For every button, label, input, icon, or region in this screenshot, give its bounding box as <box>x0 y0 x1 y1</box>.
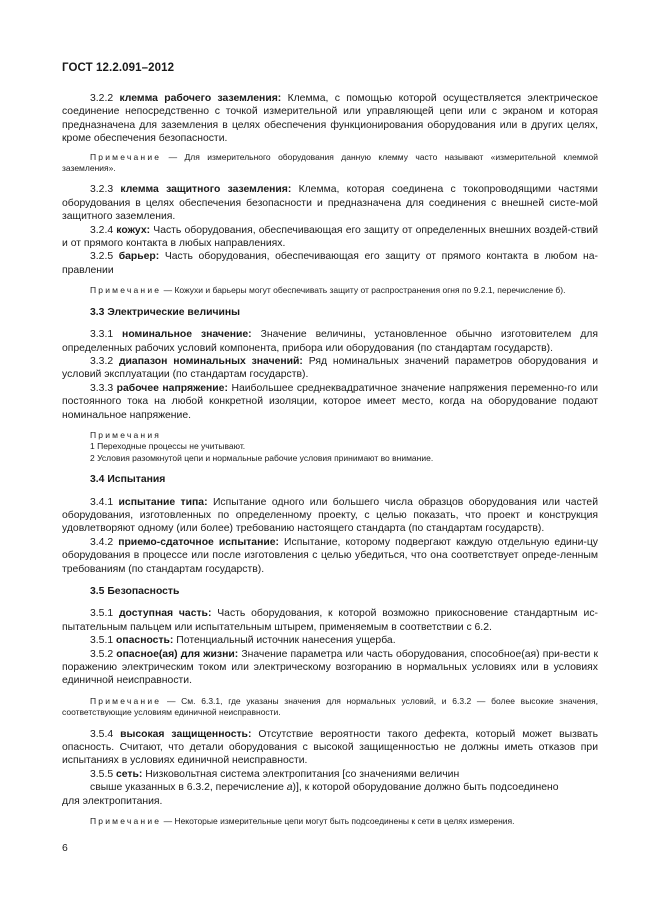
clause-term: доступная часть: <box>118 608 212 620</box>
clause-text: Испытание одного или большего числа образцов оборудования или частей оборудования, изготовленных по определенному проекту, с целью показать, что проект и конструкция удовлетворяют одному (или более) требованию настоящего стандарта (по стандартам государств). <box>62 496 598 535</box>
note-label: Примечание <box>90 695 162 706</box>
note-text: — Некоторые измерительные цепи могут быть подсоединены к сети в целях измерения. <box>163 816 515 827</box>
clause-text-italic: а <box>286 782 293 794</box>
clause-number: 3.5.1 <box>90 608 114 620</box>
clause-text: Наибольшее среднеквадратичное значение напряжения переменно-го или постоянного тока на любой конкретной изоляции, которое имеет место, когда на оборудование подают номинальное напряжение. <box>62 382 599 421</box>
note-text: — Кожухи и барьеры могут обеспечивать защиту от распространения огня по 9.2.1, перечисление б). <box>163 285 566 296</box>
clause-text: Значение величины, установленное обычно изготовителем для определенных рабочих условий компонента, прибора или оборудования (по стандартам государств). <box>62 329 598 354</box>
page-number: 6 <box>62 843 68 854</box>
note-text: — См. 6.3.1, где указаны значения для нормальных условий, и 6.3.2 — более высокие значения, соответствующие условиям единичной неисправности. <box>62 695 598 718</box>
clause-3-5-5 <box>62 768 598 781</box>
note-item-2: 2 Условия разомкнутой цепи и нормальные рабочие условия принимают во внимание. <box>90 452 434 463</box>
clause-3-5-1-accessible <box>62 607 598 634</box>
document-body <box>62 92 598 828</box>
clause-number: 3.5.5 <box>90 768 114 780</box>
clause-3-5-1-hazard <box>62 634 598 647</box>
clause-term: приемо-сдаточное испытание: <box>118 536 279 548</box>
clause-3-2-2 <box>62 92 598 146</box>
clause-term: рабочее напряжение: <box>116 382 228 394</box>
note-label: Примечание <box>90 816 162 827</box>
note-3-5-5 <box>62 816 598 827</box>
clause-term: клемма рабочего заземления: <box>119 93 282 104</box>
clause-3-5-5-continued <box>62 781 598 794</box>
clause-text: Низковольтная система электропитания [со значениями величин <box>145 768 460 780</box>
clause-term: кожух: <box>116 224 151 236</box>
note-label: Примечание <box>90 151 162 162</box>
clause-term: номинальное значение: <box>122 329 252 341</box>
clause-text: Часть оборудования, обеспечивающая его защиту от прямого контакта в любом на-правлении <box>62 251 598 276</box>
clause-3-2-3 <box>62 183 598 223</box>
clause-text: )], к которой оборудование должно быть подсоединено <box>292 782 559 794</box>
clause-text: Значение параметра или часть оборудования, способное(ая) при-вести к поражению электрическим током или электрическому возгоранию в нормальных условиях или в условиях единичной неисправности. <box>62 648 598 687</box>
clause-number: 3.2.2 <box>90 93 114 104</box>
clause-number: 3.4.1 <box>90 496 114 508</box>
section-heading-3-4: 3.4 Испытания <box>90 474 166 486</box>
clause-text: Ряд номинальных значений параметров оборудования и условий эксплуатации (по стандартам государств). <box>62 355 598 381</box>
clause-number: 3.3.3 <box>90 382 114 394</box>
clause-text: Клемма, с помощью которой осуществляется электрическое соединение непосредственно с точкой измерительной или управляющей цепи или с экраном и которая предназначена для заземления в целях обеспечения функционирования оборудования или в других целях, кроме обеспечения безопасности. <box>62 93 599 145</box>
clause-term: сеть: <box>116 768 143 780</box>
clause-number: 3.3.1 <box>90 329 114 341</box>
clause-number: 3.5.4 <box>90 728 114 740</box>
clause-text: Часть оборудования, обеспечивающая его защиту от определенных внешних воздей-ствий и от прямого контакта в любых направлениях. <box>62 224 599 250</box>
section-heading-3-5: 3.5 Безопасность <box>90 586 180 597</box>
clause-3-2-5 <box>62 250 598 277</box>
clause-term: высокая защищенность: <box>120 728 252 740</box>
clause-term: опасность: <box>116 635 174 647</box>
clause-number: 3.3.2 <box>90 355 114 367</box>
clause-text: Часть оборудования, к которой возможно прикосновение стандартным ис-пытательным пальцем или испытательным штырем, применяемым в соответствии с 6.2. <box>62 608 598 633</box>
note-3-5-2 <box>62 696 598 719</box>
clause-number: 3.5.2 <box>90 648 114 660</box>
clause-term: клемма защитного заземления: <box>120 184 292 196</box>
notes-label-3-3-3 <box>62 430 598 441</box>
clause-3-2-4 <box>62 224 598 251</box>
clause-number: 3.2.5 <box>90 251 114 263</box>
clause-text: свыше указанных в 6.3.2, перечисление <box>90 782 284 794</box>
note-label: Примечания <box>90 429 162 440</box>
note-3-2-2 <box>62 152 598 175</box>
clause-3-3-1 <box>62 328 598 355</box>
clause-3-4-2 <box>62 536 598 576</box>
clause-text: Отсутствие вероятности такого дефекта, который может вызвать опасность. Считают, что детали оборудования с высокой защищенностью не должны иметь отказов при испытаниях в условиях единичной неисправности. <box>62 728 598 767</box>
clause-term: опасное(ая) для жизни: <box>116 648 239 660</box>
note-label: Примечание <box>90 285 162 296</box>
clause-term: испытание типа: <box>118 496 208 508</box>
clause-text: Испытание, которому подвергают каждую отдельную едини-цу оборудования в процессе или после изготовления с целью убедиться, что она соответствует опреде-ленным требованиям (по стандартам государств). <box>62 536 598 575</box>
clause-number: 3.2.4 <box>90 224 114 236</box>
clause-3-3-2 <box>62 355 598 382</box>
clause-number: 3.2.3 <box>90 184 114 196</box>
clause-text: Клемма, которая соединена с токопроводящими частями оборудования в целях обеспечения безопасности и предназначена для соединения с внешней систе-мой защитного заземления. <box>62 184 598 223</box>
document-header: ГОСТ 12.2.091–2012 <box>62 62 175 74</box>
note-3-2-5 <box>62 285 598 296</box>
clause-term: барьер: <box>118 251 160 263</box>
clause-3-4-1 <box>62 496 598 536</box>
clause-3-5-5-end: для электропитания. <box>62 795 163 807</box>
clause-number: 3.4.2 <box>90 536 114 548</box>
clause-term: диапазон номинальных значений: <box>118 355 303 367</box>
clause-3-3-3 <box>62 382 598 422</box>
clause-3-5-2 <box>62 648 598 688</box>
clause-text: Потенциальный источник нанесения ущерба. <box>176 635 396 647</box>
note-item-1: 1 Переходные процессы не учитывают. <box>90 441 246 452</box>
note-text: — Для измерительного оборудования данную клемму часто называют «измерительной клеммой заземления». <box>62 151 598 174</box>
section-heading-3-3: 3.3 Электрические величины <box>90 306 241 318</box>
clause-3-5-4 <box>62 728 598 768</box>
clause-number: 3.5.1 <box>90 635 114 647</box>
